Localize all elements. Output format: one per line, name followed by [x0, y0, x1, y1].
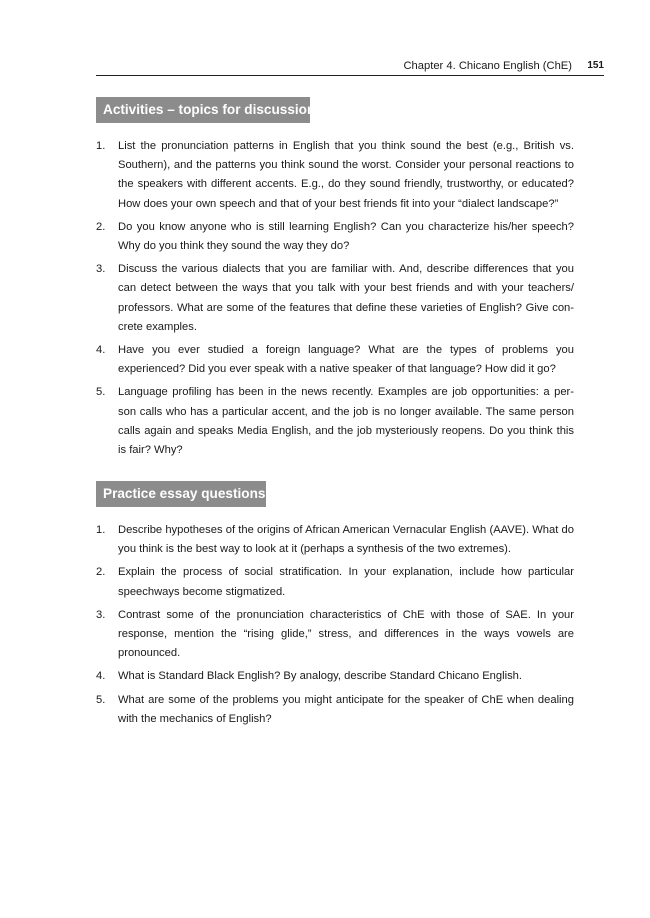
item-number: 5. [96, 693, 106, 706]
item-number: 3. [96, 608, 106, 621]
item-text: Language profiling has been in the news recently. Examples are job opportunities: a per- son calls who has a particular accent, and the job is no longer available. The same person calls again and speaks Media English, and the job mysteriously reopens. Do you think this is fair? Why? [118, 386, 574, 457]
list-item [96, 260, 574, 337]
running-header [96, 57, 604, 76]
item-number: 4. [96, 670, 106, 683]
item-number: 5. [96, 386, 106, 399]
essay-questions-list [96, 521, 574, 733]
list-item [96, 341, 574, 379]
list-item [96, 218, 574, 256]
item-number: 2. [96, 220, 106, 233]
item-text: Contrast some of the pronunciation characteristics of ChE with those of SAE. In your response, mention the “rising glide,” stress, and differences in the ways vowels are pronounced. [118, 608, 574, 660]
item-number: 3. [96, 263, 106, 276]
list-item [96, 667, 574, 686]
list-item [96, 563, 574, 601]
item-number: 1. [96, 524, 106, 536]
item-text: Do you know anyone who is still learning English? Can you characterize his/her speech? Why do you think they sound the way they do? [118, 220, 574, 253]
list-item [96, 137, 574, 214]
list-item [96, 606, 574, 664]
item-text: Discuss the various dialects that you are familiar with. And, describe differences that you can detect between the ways that you talk with your best friends and with your teachers/ professors. What are some of the features that define these varieties of English? Give con- crete examples. [118, 263, 574, 333]
list-item [96, 521, 574, 559]
list-item [96, 691, 574, 729]
activities-list [96, 137, 574, 464]
chapter-title: Chapter 4. Chicano English (ChE) [403, 60, 572, 72]
item-number: 1. [96, 140, 106, 152]
item-text: Explain the process of social stratification. In your explanation, include how particular speechways become stigmatized. [118, 566, 574, 598]
item-number: 2. [96, 566, 106, 579]
list-item [96, 383, 574, 460]
item-text: What is Standard Black English? By analogy, describe Standard Chicano English. [118, 670, 523, 683]
item-text: Describe hypotheses of the origins of African American Vernacular English (AAVE). What do you think is the best way to look at it (perhaps a synthesis of the two extremes). [118, 524, 574, 556]
page-number: 151 [587, 60, 604, 71]
item-text: Have you ever studied a foreign language? What are the types of problems you experienced? Did you ever speak with a native speaker of that language? How did it go? [118, 344, 574, 376]
section-heading-essays: Practice essay questions [96, 481, 266, 507]
item-text: List the pronunciation patterns in English that you think sound the best (e.g., British vs. Southern), and the patterns you think sound the worst. Consider your personal reactions to the speakers with different accents. E.g., do they sound friendly, trustworthy, or educated? How does your own speech and that of your best friends fit into your “dialect landscape?” [118, 140, 574, 210]
item-text: What are some of the problems you might anticipate for the speaker of ChE when dealing with the mechanics of English? [118, 693, 574, 725]
item-number: 4. [96, 344, 106, 357]
section-heading-activities: Activities – topics for discussion [96, 97, 310, 123]
